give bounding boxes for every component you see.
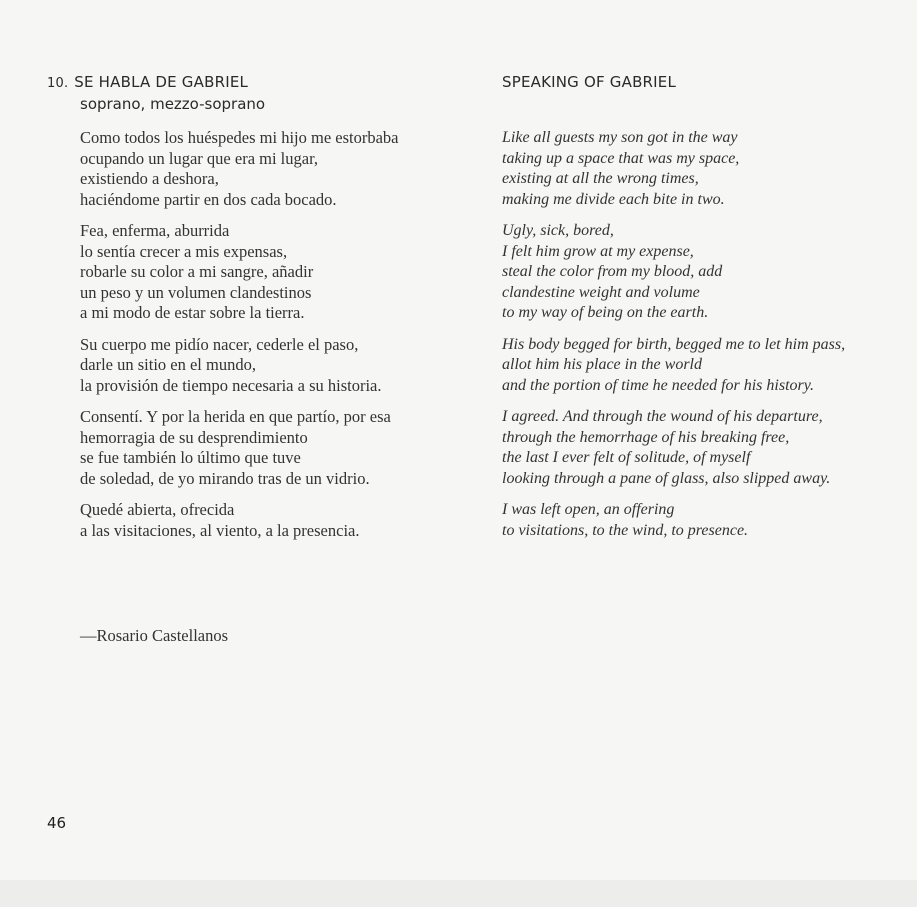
poem-en-line: steal the color from my blood, add	[502, 263, 723, 280]
poem-en-line: Like all guests my son got in the way	[502, 129, 738, 146]
poem-es-line: de soledad, de yo mirando tras de un vidrio.	[80, 468, 370, 488]
poem-en-line: I felt him grow at my expense,	[502, 242, 694, 260]
song-number: 10.	[47, 76, 69, 91]
poem-es-stanza-1	[80, 128, 399, 210]
poem-es-line: Consentí. Y por la herida en que partío, por esa	[80, 407, 391, 426]
poem-author: —Rosario Castellanos	[80, 626, 229, 645]
poem-en-line: the last I ever felt of solitude, of myself	[502, 449, 751, 466]
poem-es-line: un peso y un volumen clandestinos	[80, 282, 312, 302]
poem-english	[502, 128, 845, 552]
poem-en-line: taking up a space that was my space,	[502, 149, 740, 167]
page-number: 46	[47, 814, 67, 832]
song-voices: soprano, mezzo-soprano	[80, 95, 266, 113]
poem-es-line: se fue también lo último que tuve	[80, 448, 301, 467]
poem-en-line: making me divide each bite in two.	[502, 190, 725, 208]
poem-en-stanza-3	[502, 335, 845, 397]
poem-es-line: Fea, enferma, aburrida	[80, 221, 230, 240]
song-title-en: SPEAKING OF GABRIEL	[502, 73, 677, 91]
poem-es-stanza-5	[80, 500, 399, 541]
poem-es-stanza-4	[80, 407, 399, 489]
poem-spanish	[80, 128, 399, 552]
poem-en-stanza-4	[502, 407, 845, 489]
page-bottom-margin	[0, 880, 917, 907]
poem-es-line: Su cuerpo me pidío nacer, cederle el paso,	[80, 334, 359, 354]
poem-es-line: Quedé abierta, ofrecida	[80, 500, 235, 519]
poem-es-line: a mi modo de estar sobre la tierra.	[80, 303, 305, 322]
song-heading-es	[47, 72, 248, 94]
poem-es-line: hemorragia de su desprendimiento	[80, 427, 308, 447]
poem-en-line: His body begged for birth, begged me to let him pass,	[502, 335, 846, 353]
poem-en-line: I agreed. And through the wound of his departure,	[502, 408, 823, 425]
poem-es-stanza-2	[80, 221, 399, 324]
poem-en-line: looking through a pane of glass, also slipped away.	[502, 469, 831, 487]
poem-es-stanza-3	[80, 335, 399, 397]
song-title-es: SE HABLA DE GABRIEL	[74, 73, 249, 91]
poem-en-stanza-2	[502, 221, 845, 324]
poem-en-line: and the portion of time he needed for his history.	[502, 376, 814, 394]
poem-es-line: existiendo a deshora,	[80, 169, 219, 188]
poem-en-line: clandestine weight and volume	[502, 283, 700, 301]
poem-en-stanza-1	[502, 128, 845, 210]
poem-en-line: to my way of being on the earth.	[502, 304, 709, 321]
poem-es-line: la provisión de tiempo necesaria a su historia.	[80, 375, 382, 395]
poem-en-line: existing at all the wrong times,	[502, 170, 699, 187]
poem-en-line: to visitations, to the wind, to presence.	[502, 521, 749, 539]
poem-es-line: ocupando un lugar que era mi lugar,	[80, 148, 319, 168]
poem-es-line: lo sentía crecer a mis expensas,	[80, 241, 288, 261]
poem-en-stanza-5	[502, 500, 845, 541]
poem-en-line: allot him his place in the world	[502, 356, 702, 373]
poem-es-line: robarle su color a mi sangre, añadir	[80, 262, 314, 281]
poem-es-line: haciéndome partir en dos cada bocado.	[80, 189, 337, 209]
poem-es-line: a las visitaciones, al viento, a la presencia.	[80, 520, 360, 540]
poem-en-line: Ugly, sick, bored,	[502, 222, 614, 239]
poem-es-line: darle un sitio en el mundo,	[80, 355, 256, 374]
poem-es-line: Como todos los huéspedes mi hijo me estorbaba	[80, 128, 399, 147]
poem-en-line: through the hemorrhage of his breaking free,	[502, 428, 790, 446]
poem-en-line: I was left open, an offering	[502, 501, 675, 518]
